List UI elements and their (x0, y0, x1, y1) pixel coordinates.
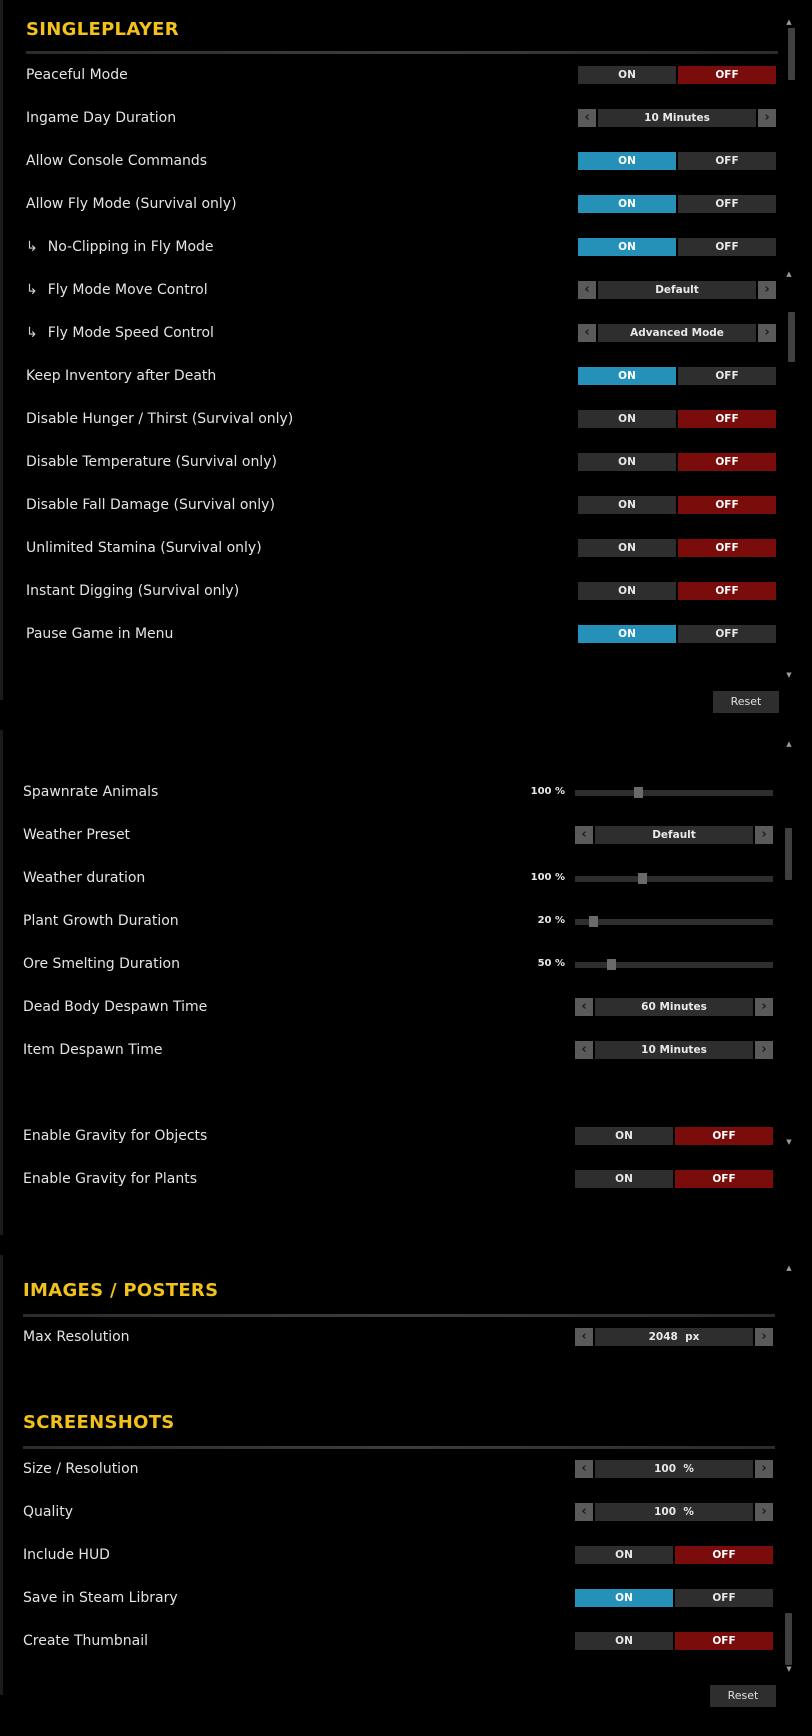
setting-row-allow-console-commands (0, 149, 812, 173)
slider-handle[interactable] (634, 787, 643, 798)
toggle-on-button[interactable]: ON (575, 1127, 673, 1145)
setting-label-text: Ore Smelting Duration (23, 956, 180, 972)
toggle-switch (578, 152, 776, 170)
slider-percent-label: 50 % (537, 958, 565, 969)
toggle-off-button[interactable]: OFF (678, 238, 776, 256)
setting-label-text: Weather Preset (23, 827, 131, 843)
chevron-right-icon[interactable]: › (755, 1328, 773, 1346)
toggle-switch (578, 410, 776, 428)
toggle-off-button[interactable]: OFF (678, 582, 776, 600)
toggle-switch (575, 1546, 773, 1564)
section-divider (23, 1314, 775, 1317)
setting-label (26, 192, 237, 216)
setting-row-allow-fly-mode-survival-only (0, 192, 812, 216)
indent-arrow-icon: ↳ (26, 282, 38, 298)
toggle-switch (578, 496, 776, 514)
chevron-left-icon[interactable]: ‹ (578, 109, 596, 127)
slider-handle[interactable] (589, 916, 598, 927)
media-section (0, 1255, 812, 1736)
setting-row-save-in-steam-library (0, 1586, 812, 1610)
slider-percent-label: 100 % (530, 786, 565, 797)
slider-percent-label: 100 % (530, 872, 565, 883)
chevron-left-icon[interactable]: ‹ (578, 324, 596, 342)
value-selector (575, 826, 773, 844)
selector-value: Default (595, 826, 753, 844)
section-title-singleplayer: SINGLEPLAYER (26, 19, 179, 40)
value-selector (578, 324, 776, 342)
setting-label-text: Pause Game in Menu (26, 626, 174, 642)
scrollbar-thumb[interactable] (788, 312, 795, 362)
setting-row-dead-body-despawn-time (0, 995, 812, 1019)
slider-handle[interactable] (607, 959, 616, 970)
toggle-on-button[interactable]: ON (578, 152, 676, 170)
setting-label-text: Ingame Day Duration (26, 110, 177, 126)
setting-row-ingame-day-duration (0, 106, 812, 130)
toggle-off-button[interactable]: OFF (678, 195, 776, 213)
toggle-off-button[interactable]: OFF (675, 1589, 773, 1607)
setting-label-text: Include HUD (23, 1547, 110, 1563)
setting-label (23, 1124, 207, 1148)
setting-label (26, 63, 128, 87)
setting-label (26, 149, 207, 173)
setting-label (26, 364, 216, 388)
toggle-off-button[interactable]: OFF (678, 539, 776, 557)
setting-label (26, 493, 275, 517)
toggle-on-button[interactable]: ON (575, 1546, 673, 1564)
setting-row-include-hud (0, 1543, 812, 1567)
toggle-switch (578, 625, 776, 643)
selector-value: 10 Minutes (595, 1041, 753, 1059)
setting-label-text: Keep Inventory after Death (26, 368, 217, 384)
setting-label-text: Allow Fly Mode (Survival only) (26, 196, 237, 212)
value-selector (575, 998, 773, 1016)
setting-label-text: Allow Console Commands (26, 153, 208, 169)
toggle-switch (578, 238, 776, 256)
value-selector (578, 281, 776, 299)
scroll-up-icon[interactable]: ▲ (786, 740, 792, 748)
toggle-off-button[interactable]: OFF (678, 496, 776, 514)
chevron-left-icon[interactable]: ‹ (575, 826, 593, 844)
setting-label-text: Dead Body Despawn Time (23, 999, 208, 1015)
setting-label (23, 1457, 139, 1481)
setting-row-enable-gravity-for-plants (0, 1167, 812, 1191)
toggle-on-button[interactable]: ON (578, 66, 676, 84)
toggle-on-button[interactable]: ON (578, 195, 676, 213)
setting-label (26, 622, 173, 646)
scroll-down-icon[interactable]: ▼ (786, 1665, 792, 1673)
setting-label (23, 909, 179, 933)
setting-label (26, 450, 277, 474)
toggle-on-button[interactable]: ON (578, 238, 676, 256)
toggle-on-button[interactable]: ON (578, 625, 676, 643)
scrollbar-thumb[interactable] (785, 1613, 792, 1665)
setting-label-text: Instant Digging (Survival only) (26, 583, 240, 599)
setting-label (23, 1629, 148, 1653)
setting-row-quality (0, 1500, 812, 1524)
setting-label (23, 952, 180, 976)
reset-button[interactable]: Reset (713, 691, 779, 713)
setting-row-instant-digging-survival-only (0, 579, 812, 603)
toggle-switch (578, 582, 776, 600)
setting-label-text: Disable Temperature (Survival only) (26, 454, 277, 470)
slider-handle[interactable] (638, 873, 647, 884)
scroll-down-icon[interactable]: ▼ (786, 671, 792, 679)
toggle-off-button[interactable]: OFF (678, 66, 776, 84)
setting-label (26, 321, 214, 345)
setting-label (26, 536, 262, 560)
slider-track[interactable] (575, 876, 773, 882)
reset-button[interactable]: Reset (710, 1685, 776, 1707)
slider-percent-label: 20 % (537, 915, 565, 926)
chevron-right-icon[interactable]: › (758, 324, 776, 342)
setting-row-size-resolution (0, 1457, 812, 1481)
toggle-off-button[interactable]: OFF (678, 410, 776, 428)
chevron-right-icon[interactable]: › (755, 998, 773, 1016)
setting-row-fly-mode-move-control (0, 278, 812, 302)
selector-value: Advanced Mode (598, 324, 756, 342)
chevron-right-icon[interactable]: › (755, 1503, 773, 1521)
scroll-up-icon[interactable]: ▲ (786, 1264, 792, 1272)
setting-row-item-despawn-time (0, 1038, 812, 1062)
toggle-switch (575, 1127, 773, 1145)
setting-row-fly-mode-speed-control (0, 321, 812, 345)
toggle-on-button[interactable]: ON (578, 453, 676, 471)
setting-label-text: Disable Hunger / Thirst (Survival only) (26, 411, 294, 427)
setting-row-enable-gravity-for-objects (0, 1124, 812, 1148)
scroll-up-icon[interactable]: ▲ (786, 270, 792, 278)
toggle-switch (575, 1170, 773, 1188)
toggle-switch (578, 195, 776, 213)
setting-row-ore-smelting-duration (0, 952, 812, 976)
setting-label (23, 1167, 197, 1191)
chevron-left-icon[interactable]: ‹ (575, 1041, 593, 1059)
section-title-screenshots: SCREENSHOTS (23, 1412, 175, 1433)
setting-row-disable-hunger-thirst-survival-only (0, 407, 812, 431)
toggle-on-button[interactable]: ON (578, 539, 676, 557)
setting-label-text: Fly Mode Speed Control (47, 325, 214, 341)
toggle-switch (575, 1632, 773, 1650)
toggle-switch (578, 66, 776, 84)
setting-label (23, 1038, 163, 1062)
setting-label (23, 780, 158, 804)
chevron-left-icon[interactable]: ‹ (575, 1328, 593, 1346)
toggle-off-button[interactable]: OFF (675, 1170, 773, 1188)
toggle-on-button[interactable]: ON (575, 1170, 673, 1188)
setting-row-disable-temperature-survival-only (0, 450, 812, 474)
chevron-left-icon[interactable]: ‹ (575, 1460, 593, 1478)
setting-label (26, 106, 176, 130)
chevron-right-icon[interactable]: › (758, 281, 776, 299)
setting-label (26, 235, 214, 259)
toggle-switch (575, 1589, 773, 1607)
toggle-off-button[interactable]: OFF (678, 367, 776, 385)
toggle-on-button[interactable]: ON (578, 582, 676, 600)
selector-value: Default (598, 281, 756, 299)
slider-track[interactable] (575, 962, 773, 968)
setting-label-text: Unlimited Stamina (Survival only) (26, 540, 262, 556)
toggle-on-button[interactable]: ON (578, 496, 676, 514)
setting-row-keep-inventory-after-death (0, 364, 812, 388)
chevron-right-icon[interactable]: › (755, 1460, 773, 1478)
scrollbar-thumb[interactable] (788, 28, 795, 80)
setting-label-text: No-Clipping in Fly Mode (47, 239, 214, 255)
setting-label (23, 1500, 73, 1524)
chevron-left-icon[interactable]: ‹ (575, 1503, 593, 1521)
indent-arrow-icon: ↳ (26, 239, 38, 255)
toggle-switch (578, 539, 776, 557)
chevron-left-icon[interactable]: ‹ (578, 281, 596, 299)
chevron-right-icon[interactable]: › (755, 1041, 773, 1059)
chevron-right-icon[interactable]: › (755, 826, 773, 844)
setting-label (23, 866, 145, 890)
slider-track[interactable] (575, 919, 773, 925)
value-selector (575, 1328, 773, 1346)
toggle-off-button[interactable]: OFF (678, 152, 776, 170)
setting-label-text: Quality (23, 1504, 74, 1520)
scroll-up-icon[interactable]: ▲ (786, 18, 792, 26)
setting-label-text: Max Resolution (23, 1329, 130, 1345)
toggle-off-button[interactable]: OFF (675, 1546, 773, 1564)
world-section (0, 730, 812, 1240)
toggle-on-button[interactable]: ON (575, 1632, 673, 1650)
setting-label (23, 1325, 130, 1349)
chevron-left-icon[interactable]: ‹ (575, 998, 593, 1016)
setting-label-text: Create Thumbnail (23, 1633, 149, 1649)
setting-label-text: Item Despawn Time (23, 1042, 163, 1058)
setting-row-peaceful-mode (0, 63, 812, 87)
setting-row-create-thumbnail (0, 1629, 812, 1653)
slider-track[interactable] (575, 790, 773, 796)
setting-row-pause-game-in-menu (0, 622, 812, 646)
setting-row-plant-growth-duration (0, 909, 812, 933)
setting-label-text: Spawnrate Animals (23, 784, 159, 800)
toggle-off-button[interactable]: OFF (675, 1632, 773, 1650)
selector-value: 60 Minutes (595, 998, 753, 1016)
value-selector (578, 109, 776, 127)
chevron-right-icon[interactable]: › (758, 109, 776, 127)
toggle-off-button[interactable]: OFF (675, 1127, 773, 1145)
setting-label-text: Disable Fall Damage (Survival only) (26, 497, 275, 513)
setting-label-text: Enable Gravity for Objects (23, 1128, 208, 1144)
selector-value: 2048 px (595, 1328, 753, 1346)
setting-label (23, 995, 207, 1019)
setting-label-text: Peaceful Mode (26, 67, 128, 83)
scrollbar-thumb[interactable] (785, 828, 792, 880)
value-selector (575, 1503, 773, 1521)
value-selector (575, 1041, 773, 1059)
setting-label (23, 1543, 110, 1567)
indent-arrow-icon: ↳ (26, 325, 38, 341)
selector-value: 100 % (595, 1503, 753, 1521)
setting-label (26, 407, 293, 431)
setting-row-disable-fall-damage-survival-only (0, 493, 812, 517)
setting-label-text: Plant Growth Duration (23, 913, 179, 929)
setting-row-weather-duration (0, 866, 812, 890)
setting-row-unlimited-stamina-survival-only (0, 536, 812, 560)
setting-label (23, 823, 130, 847)
setting-row-max-resolution (0, 1325, 812, 1349)
toggle-off-button[interactable]: OFF (678, 625, 776, 643)
setting-label-text: Save in Steam Library (23, 1590, 178, 1606)
toggle-on-button[interactable]: ON (578, 367, 676, 385)
setting-label-text: Size / Resolution (23, 1461, 139, 1477)
toggle-on-button[interactable]: ON (578, 410, 676, 428)
setting-label-text: Weather duration (23, 870, 146, 886)
singleplayer-section (0, 0, 812, 720)
section-divider (26, 51, 778, 54)
scroll-down-icon[interactable]: ▼ (786, 1138, 792, 1146)
toggle-switch (578, 453, 776, 471)
section-title-images: IMAGES / POSTERS (23, 1280, 219, 1301)
setting-label (23, 1586, 178, 1610)
setting-label-text: Fly Mode Move Control (47, 282, 208, 298)
setting-row-weather-preset (0, 823, 812, 847)
toggle-on-button[interactable]: ON (575, 1589, 673, 1607)
setting-row-spawnrate-animals (0, 780, 812, 804)
value-selector (575, 1460, 773, 1478)
section-divider (23, 1446, 775, 1449)
setting-label (26, 278, 208, 302)
setting-row-no-clipping-in-fly-mode (0, 235, 812, 259)
selector-value: 100 % (595, 1460, 753, 1478)
setting-label (26, 579, 239, 603)
section-edge (0, 730, 3, 1235)
setting-label-text: Enable Gravity for Plants (23, 1171, 197, 1187)
toggle-off-button[interactable]: OFF (678, 453, 776, 471)
toggle-switch (578, 367, 776, 385)
selector-value: 10 Minutes (598, 109, 756, 127)
